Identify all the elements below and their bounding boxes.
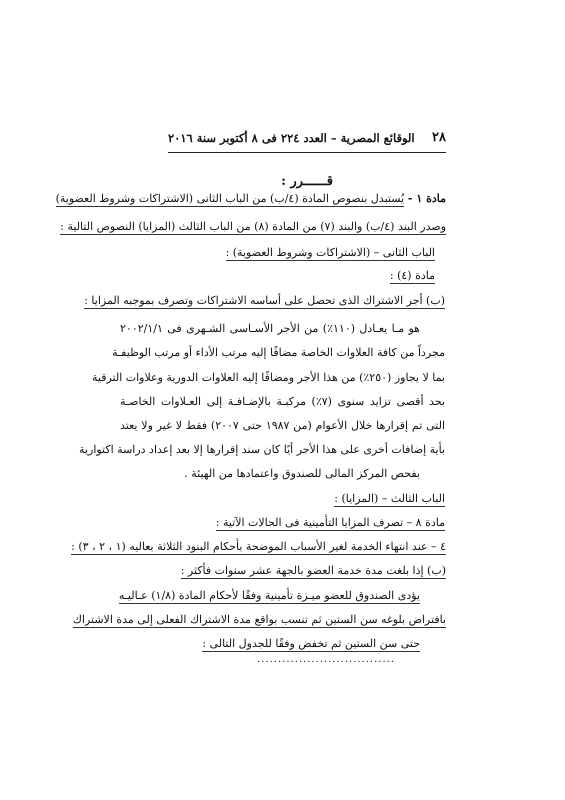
paragraph-line: [120, 393, 445, 411]
paragraph-line: [72, 611, 446, 629]
page-header: [168, 128, 446, 152]
line-text: وصدر البند (٤/ب) والبند (٧) من المادة (٨) من الباب الثالث (المزايا) النصوص التالية :: [60, 220, 446, 233]
clause-b-line: [84, 292, 445, 310]
line-text: بفحص المركز المالى للصندوق واعتمادها من الهيئة .: [184, 467, 420, 480]
line-text: الباب الثالث – (المزايا) :: [334, 492, 445, 505]
running-title: الوقائع المصرية – العدد ٢٢٤ فى ٨ أكتوبر سنة ٢٠١٦: [168, 131, 415, 145]
article-heading: [120, 267, 435, 285]
paragraph-line: [120, 587, 420, 605]
line-text: مادة ٨ – تصرف المزايا التأمينية فى الحالات الآتية :: [215, 516, 445, 529]
item-4-line: [71, 538, 446, 556]
text-line: [60, 218, 446, 236]
paragraph-line: [120, 417, 445, 435]
article-1-label: مادة ١ -: [404, 192, 446, 205]
header-rule: [168, 152, 446, 153]
paragraph-line: [92, 369, 445, 387]
article-1-line: [55, 190, 446, 208]
paragraph-line: [120, 465, 420, 483]
paragraph-line: [79, 441, 445, 459]
line-text: (ب) أجر الاشتراك الذى تحصل على أساسه الاشتراكات وتصرف بموجبه المزايا :: [84, 294, 445, 307]
line-text: بحد أقصى تزايد سنوى (٧٪) مركبـة بالإضـافـة إلى العـلاوات الخاصـة: [120, 395, 445, 408]
section-heading: [120, 490, 445, 508]
line-text: يؤدى الصندوق للعضو ميـزة تأمينية وفقًا لأحكام المادة (١/٨) عـاليـه: [118, 589, 420, 602]
line-text: حتى سن الستين ثم تخفض وفقًا للجدول التالى :: [202, 637, 420, 650]
paragraph-line: [120, 635, 420, 653]
line-text: بافتراض بلوغه سن الستين ثم تنسب بواقع مدة الاشتراك الفعلى إلى مدة الاشتراك: [72, 613, 446, 626]
paragraph-line: [112, 344, 445, 362]
line-text: بما لا يجاوز (٢٥٠٪) من هذا الأجر ومضافًا إليه العلاوات الدورية وعلاوات الترقية: [92, 371, 445, 384]
clause-b-line: [120, 562, 446, 580]
paragraph-line: [120, 320, 420, 338]
line-text: هو مـا يعـادل (١١٠٪) من الأجر الأسـاسى الشـهرى فى ٢٠٠٢/١/١: [120, 322, 420, 335]
article-heading: [120, 514, 445, 532]
line-text: مجرداً من كافة العلاوات الخاصة مضافًا إليه مرتب الأداء أو مرتب الوظيفـة: [112, 346, 445, 359]
line-text: يُستبدل بنصوص المادة (٤/ب) من الباب الثانى (الاشتراكات وشروط العضوية): [55, 192, 405, 205]
line-text: التى تم إقرارها خلال الأعوام (من ١٩٨٧ حتى ٢٠٠٧) فقط لا غير ولا يعتد: [120, 419, 446, 432]
page-number: ٢٨: [432, 130, 446, 145]
decision-title: قــــــرر :: [281, 174, 333, 189]
line-text: الباب الثانى – (الاشتراكات وشروط العضوية) :: [225, 246, 435, 259]
line-text: (ب) إذا بلغت مدة خدمة العضو بالجهة عشر سنوات فأكثر :: [180, 564, 446, 577]
line-text: ٤ – عند انتهاء الخدمة لغير الأسباب الموضحة بأحكام البنود الثلاثة بعاليه (١ ، ٢ ، ٣) :: [71, 540, 446, 553]
line-text: مادة (٤) :: [389, 269, 435, 282]
ellipsis-continuation: .................................: [257, 654, 395, 665]
section-heading: [120, 244, 435, 262]
line-text: بأية إضافات أخرى على هذا الأجر أيًا كان سند إقرارها إلا بعد إعداد دراسة اكتوارية: [79, 443, 445, 456]
